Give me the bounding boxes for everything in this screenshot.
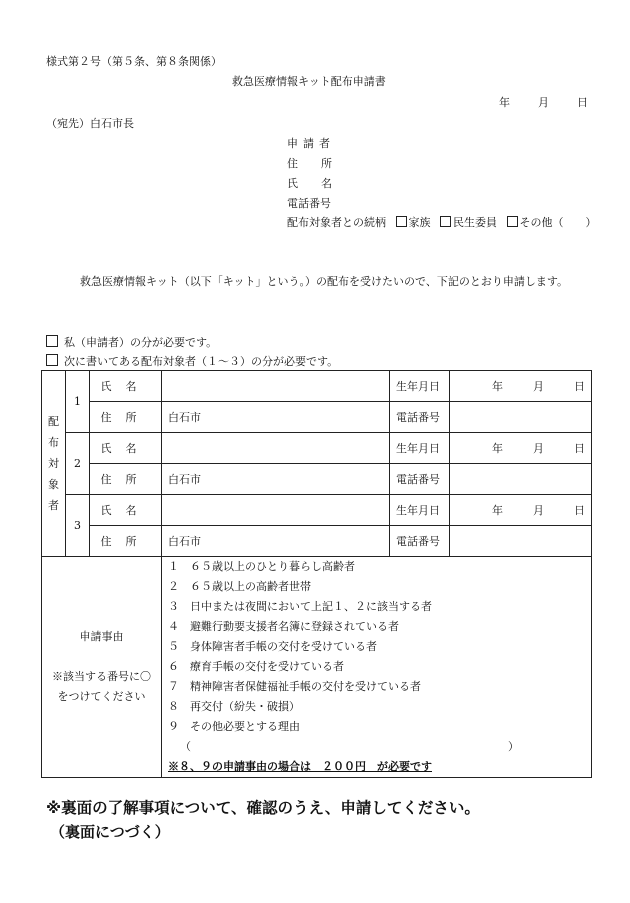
applicant-heading: 申請者 [287, 137, 335, 150]
entry-1-phone-field[interactable] [450, 402, 592, 433]
check-targets-label: 次に書いてある配布対象者（１〜３）の分が必要です。 [64, 355, 339, 368]
date-month-label: 月 [538, 96, 549, 109]
entry-3-number: 3 [66, 495, 90, 557]
date-day-label: 日 [577, 96, 588, 109]
continued-note: （裏面につづく） [50, 823, 170, 841]
applicant-address-label: 住所 [287, 157, 355, 170]
entry-1-name-label: 氏名 [90, 371, 162, 402]
reason-item-1[interactable]: １ ６５歳以上のひとり暮らし高齢者 [168, 560, 355, 573]
reason-list [162, 557, 592, 778]
application-date [499, 94, 588, 110]
reason-item-2[interactable]: ２ ６５歳以上の高齢者世帯 [168, 580, 311, 593]
check-self-label: 私（申請者）の分が必要です。 [64, 336, 218, 349]
reason-item-5[interactable]: ５ 身体障害者手帳の交付を受けている者 [168, 640, 377, 653]
relation-welfare-checkbox[interactable] [440, 216, 451, 227]
applicant-relation [287, 214, 597, 230]
entry-3-birth-label: 生年月日 [390, 495, 450, 526]
relation-other-checkbox[interactable] [507, 216, 518, 227]
entry-2-address-field[interactable]: 白石市 [162, 464, 390, 495]
entry-2-phone-field[interactable] [450, 464, 592, 495]
relation-family-label: 家族 [408, 216, 431, 229]
relation-other-label: その他（ ） [519, 216, 597, 229]
entry-2-address-label: 住所 [90, 464, 162, 495]
entry-1-birth-label: 生年月日 [390, 371, 450, 402]
entry-2-name-label: 氏名 [90, 433, 162, 464]
form-number: 様式第２号（第５条、第８条関係） [46, 55, 222, 68]
date-year-label: 年 [499, 96, 510, 109]
other-reason-field[interactable] [168, 737, 585, 757]
check-targets-checkbox[interactable] [46, 354, 58, 366]
entry-1-address-field[interactable]: 白石市 [162, 402, 390, 433]
entry-2-name-field[interactable] [162, 433, 390, 464]
applicant-phone-label: 電話番号 [287, 197, 331, 210]
entry-1-birth-field[interactable]: 年 月 日 [450, 371, 592, 402]
relation-welfare-label: 民生委員 [453, 216, 497, 229]
request-statement: 救急医療情報キット（以下「キット」という。）の配布を受けたいので、下記のとおり申請します。 [80, 275, 568, 288]
entry-1-name-field[interactable] [162, 371, 390, 402]
fee-note: ※８、９の申請事由の場合は ２００円 が必要です [168, 760, 432, 773]
reason-item-6[interactable]: ６ 療育手帳の交付を受けている者 [168, 660, 344, 673]
check-self [46, 334, 217, 350]
reason-note-2: をつけてください [57, 690, 146, 703]
reason-item-9[interactable]: ９ その他必要とする理由 [168, 720, 300, 733]
target-header: 配 布 対 象 者 [42, 371, 66, 557]
relation-label: 配布対象者との続柄 [287, 216, 386, 229]
relation-family-checkbox[interactable] [396, 216, 407, 227]
entry-3-name-label: 氏名 [90, 495, 162, 526]
form-title: 救急医療情報キット配布申請書 [232, 75, 386, 88]
reason-note-1: ※該当する番号に〇 [52, 670, 151, 683]
addressee: （宛先）白石市長 [46, 117, 134, 130]
entry-1-phone-label: 電話番号 [390, 402, 450, 433]
entry-2-number: 2 [66, 433, 90, 495]
reason-item-7[interactable]: ７ 精神障害者保健福祉手帳の交付を受けている者 [168, 680, 421, 693]
entry-2-birth-label: 生年月日 [390, 433, 450, 464]
applicant-name-label: 氏名 [287, 177, 355, 190]
entry-3-phone-field[interactable] [450, 526, 592, 557]
reason-item-4[interactable]: ４ 避難行動要支援者名簿に登録されている者 [168, 620, 399, 633]
reason-label-cell [42, 557, 162, 778]
reason-label: 申請事由 [79, 630, 124, 643]
entry-2-birth-field[interactable]: 年 月 日 [450, 433, 592, 464]
paren-close: ） [508, 740, 519, 753]
entry-3-name-field[interactable] [162, 495, 390, 526]
entry-3-address-field[interactable]: 白石市 [162, 526, 390, 557]
entry-1-number: 1 [66, 371, 90, 433]
entry-2-phone-label: 電話番号 [390, 464, 450, 495]
reason-item-8[interactable]: ８ 再交付（紛失・破損） [168, 700, 300, 713]
back-notice: ※裏面の了解事項について、確認のうえ、申請してください。 [46, 799, 480, 817]
check-self-checkbox[interactable] [46, 335, 58, 347]
entry-3-address-label: 住所 [90, 526, 162, 557]
reason-item-3[interactable]: ３ 日中または夜間において上記１、２に該当する者 [168, 600, 432, 613]
entry-1-address-label: 住所 [90, 402, 162, 433]
target-table [41, 370, 592, 778]
entry-3-birth-field[interactable]: 年 月 日 [450, 495, 592, 526]
check-targets [46, 353, 338, 369]
entry-3-phone-label: 電話番号 [390, 526, 450, 557]
paren-open: （ [180, 740, 191, 753]
